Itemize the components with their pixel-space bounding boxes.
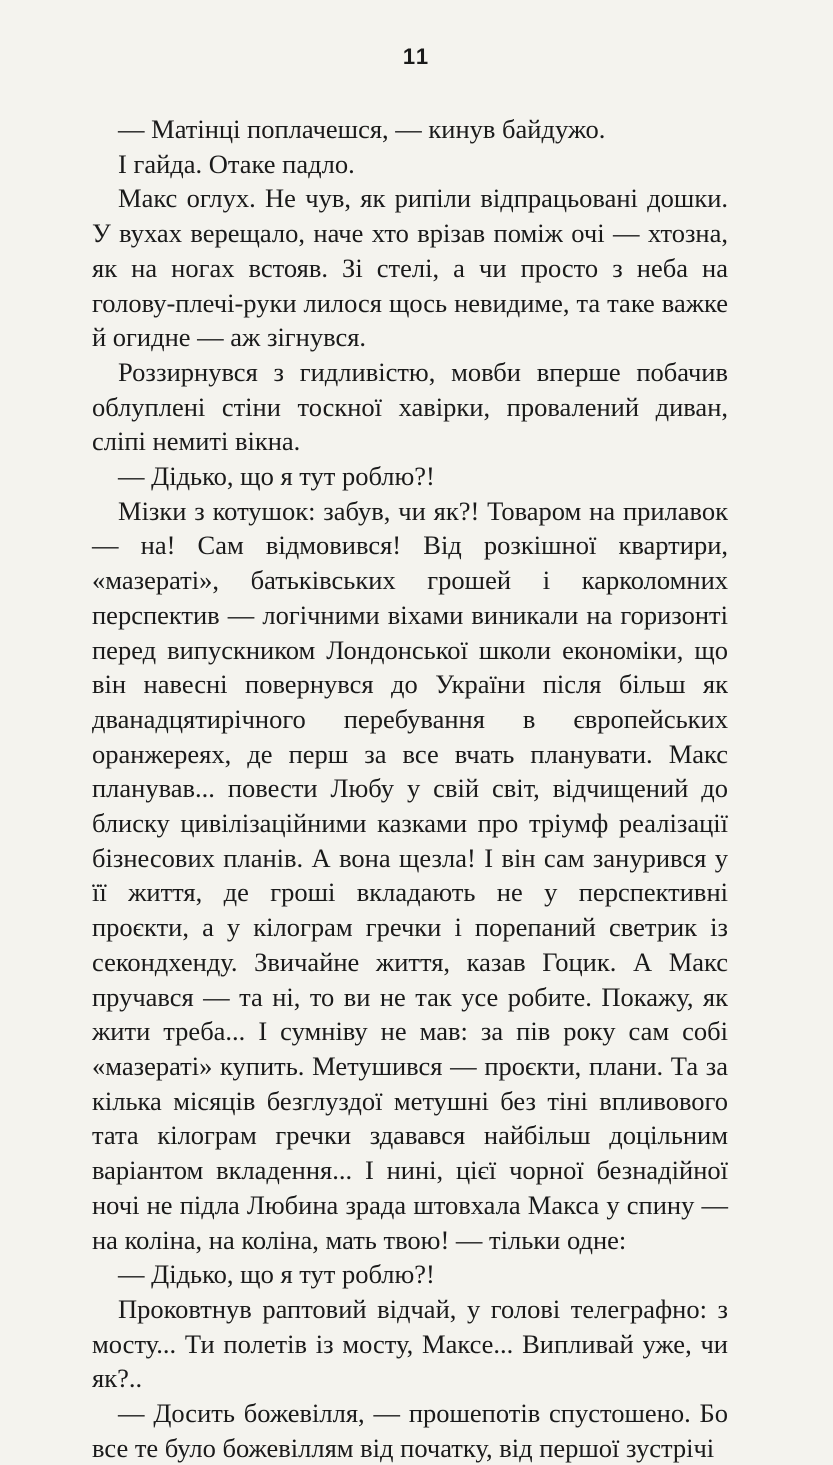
page-text bbox=[92, 112, 728, 1465]
paragraph: — Досить божевілля, — прошепотів спустошено. Бо все те було божевіллям від початку, від першої зустрічі bbox=[92, 1398, 728, 1463]
paragraph: Проковтнув раптовий відчай, у голові телеграфно: з мосту... Ти полетів із мосту, Максе... Випливай уже, чи як?.. bbox=[92, 1293, 728, 1394]
paragraph: Роззирнувся з гидливістю, мовби вперше побачив облуплені стіни тоскної хавірки, провалений диван, сліпі немиті вікна. bbox=[92, 356, 728, 457]
page-number: 11 bbox=[402, 44, 431, 69]
paragraph: І гайда. Отаке падло. bbox=[118, 148, 355, 179]
paragraph: — Дідько, що я тут роблю?! bbox=[118, 1259, 435, 1290]
paragraph: — Дідько, що я тут роблю?! bbox=[118, 461, 435, 492]
paragraph: — Матінці поплачешся, — кинув байдужо. bbox=[118, 114, 606, 144]
paragraph: Мізки з котушок: забув, чи як?! Товаром на прилавок — на! Сам відмовився! Від розкішної квартири, «мазераті», батьківських грошей і карколомних перспектив — логічними віхами виникали на горизонті перед випускником Лондонської школи економіки, що він навесні повернувся до України після більш як дванадцятирічного перебування в європейських оранжереях, де перш за все вчать планувати. Макс планував... повести Любу у свій світ, відчищений до блиску цивілізаційними казками про тріумф реалізації бізнесових планів. А вона щезла! І він сам занурився у її життя, де гроші вкладають не у перспективні проєкти, а у кілограм гречки і порепаний светрик із секондхенду. Звичайне життя, казав Гоцик. А Макс пручався — та ні, то ви не так усе робите. Покажу, як жити треба... І сумніву не мав: за пів року сам собі «мазераті» купить. Метушився — проєкти, плани. Та за кілька місяців безглуздої метушні без тіні впливового тата кілограм гречки здавався найбільш доцільним варіантом вкладення... І нині, цієї чорної безнадійної ночі не підла Любина зрада штовхала Макса у спину — на коліна, на коліна, мать твою! — тільки одне: bbox=[92, 495, 728, 1255]
paragraph: Макс оглух. Не чув, як рипіли відпрацьовані дошки. У вухах верещало, наче хто врізав поміж очі — хтозна, як на ногах встояв. Зі стелі, а чи просто з неба на голову-плечі-руки лилося щось невидиме, та таке важке й огидне — аж зігнувся. bbox=[92, 183, 728, 353]
